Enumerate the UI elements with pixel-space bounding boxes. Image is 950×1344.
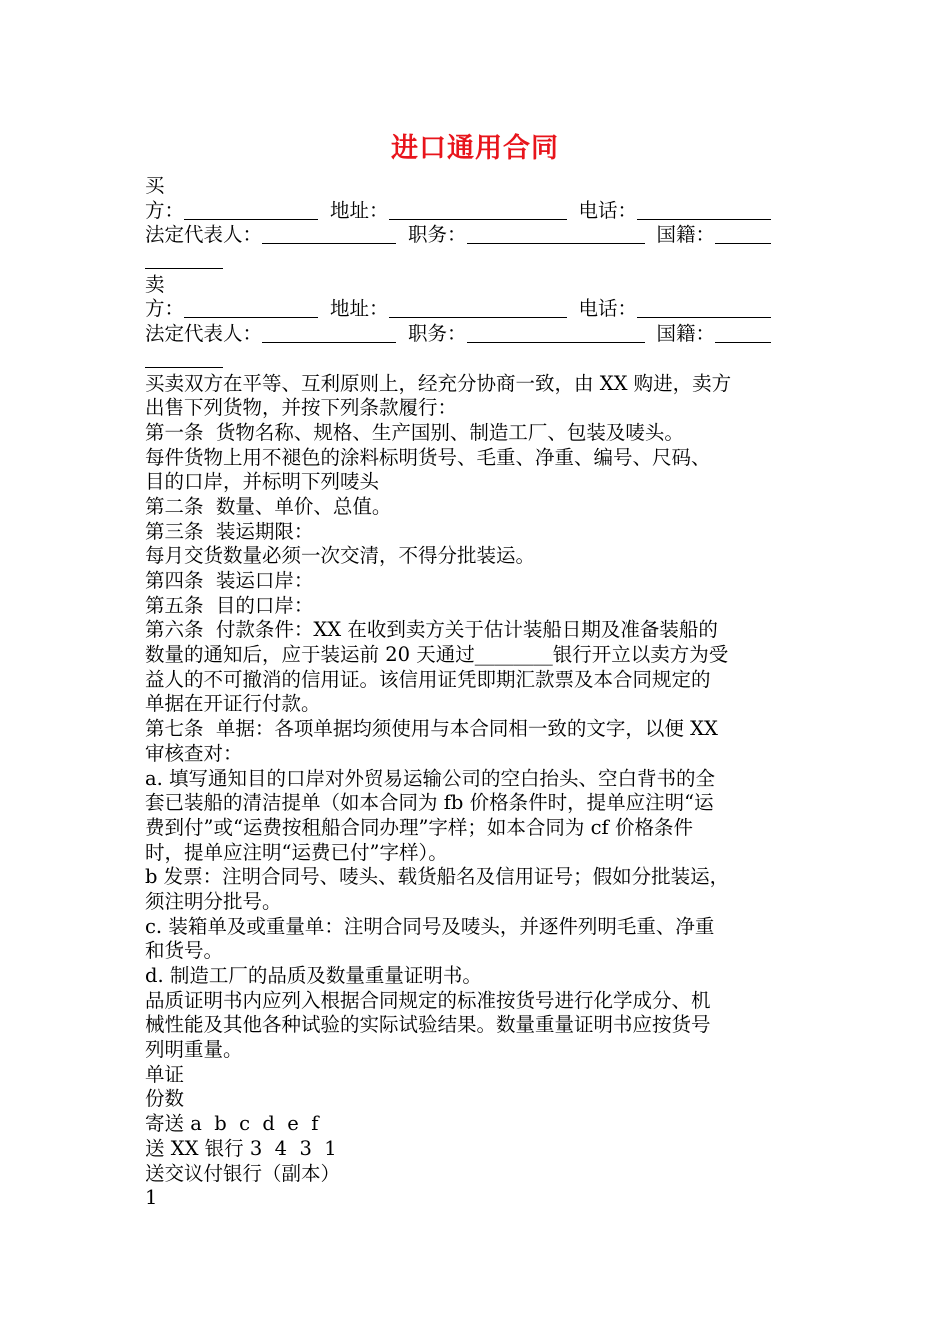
doc-table-line: 送 XX 银行 3 4 3 1 <box>145 1136 337 1160</box>
clause-7-heading: 第七条 单据：各项单据均须使用与本合同相一致的文字，以便 XX <box>145 717 718 741</box>
buyer-phone-blank <box>637 201 771 220</box>
document-title: 进口通用合同 <box>391 133 559 164</box>
paragraph-line: 数量的通知后，应于装运前 20 天通过________银行开立以卖方为受 <box>145 643 729 667</box>
paragraph-line: 列明重量。 <box>145 1038 243 1062</box>
seller-label-line <box>145 273 815 298</box>
paragraph-line: 审核查对： <box>145 741 243 765</box>
seller-rep-line <box>145 322 815 347</box>
paragraph-line: 目的口岸，并标明下列唛头 <box>145 470 380 494</box>
paragraph-line: 单据在开证行付款。 <box>145 692 321 716</box>
buyer-rep-line <box>145 223 815 248</box>
seller-rep-blank <box>262 324 396 343</box>
seller-phone-blank <box>637 299 771 318</box>
buyer-info-line <box>145 199 815 224</box>
doc-table-line: 寄送 a b c d e f <box>145 1112 319 1136</box>
paragraph-line: 买卖双方在平等、互利原则上，经充分协商一致，由 XX 购进，卖方 <box>145 371 732 395</box>
buyer-label-line <box>145 174 815 199</box>
document-body <box>145 174 815 1211</box>
buyer-name-blank <box>184 201 318 220</box>
contract-clauses <box>145 372 815 1211</box>
clause-4-heading: 第四条 装运口岸： <box>145 569 314 592</box>
paragraph-line: 每月交货数量必须一次交清，不得分批装运。 <box>145 544 536 568</box>
buyer-nationality-continuation <box>145 248 815 273</box>
buyer-nationality-blank-2 <box>145 250 223 269</box>
seller-name-blank <box>184 299 318 318</box>
paragraph-line: 益人的不可撤消的信用证。该信用证凭即期汇款票及本合同规定的 <box>145 667 711 691</box>
seller-nationality-blank-2 <box>145 349 223 368</box>
buyer-address-label: 地址： <box>330 198 389 222</box>
seller-label-char: 卖 <box>145 272 165 296</box>
paragraph-line: 须注明分批号。 <box>145 889 282 913</box>
item-b: b 发票：注明合同号、唛头、载货船名及信用证号；假如分批装运， <box>145 865 730 889</box>
seller-nationality-blank <box>715 324 771 343</box>
paragraph-line: 费到付”或“运费按租船合同办理”字样；如本合同为 cf 价格条件 <box>145 815 693 839</box>
paragraph-line: 械性能及其他各种试验的实际试验结果。数量重量证明书应按货号 <box>145 1013 711 1037</box>
buyer-rep-blank <box>262 225 396 244</box>
paragraph-line: 出售下列货物，并按下列条款履行： <box>145 396 458 420</box>
item-d: d. 制造工厂的品质及数量重量证明书。 <box>145 964 482 987</box>
seller-position-blank <box>467 324 645 343</box>
buyer-nationality-label: 国籍： <box>656 223 716 247</box>
clause-3-heading: 第三条 装运期限： <box>145 519 314 543</box>
seller-info-line <box>145 297 815 322</box>
item-a: a. 填写通知目的口岸对外贸易运输公司的空白抬头、空白背书的全 <box>145 766 716 790</box>
seller-nationality-label: 国籍： <box>656 322 716 346</box>
buyer-label: 方： <box>145 198 185 222</box>
page-number: 1 <box>145 1186 158 1210</box>
doc-table-line: 份数 <box>145 1087 185 1111</box>
buyer-phone-label: 电话： <box>578 198 638 222</box>
buyer-label-char: 买 <box>145 174 165 197</box>
buyer-rep-label: 法定代表人： <box>145 223 263 247</box>
clause-5-heading: 第五条 目的口岸： <box>145 593 314 617</box>
buyer-position-blank <box>467 225 645 244</box>
paragraph-line: 时，提单应注明“运费已付”字样）。 <box>145 840 448 864</box>
buyer-position-label: 职务： <box>408 223 467 247</box>
paragraph-line: 套已装船的清洁提单（如本合同为 fb 价格条件时，提单应注明“运 <box>145 791 714 815</box>
doc-table-line: 单证 <box>145 1062 185 1086</box>
seller-nationality-continuation <box>145 347 815 372</box>
seller-address-label: 地址： <box>330 297 389 321</box>
seller-position-label: 职务： <box>408 322 467 346</box>
seller-label: 方： <box>145 297 185 321</box>
seller-address-blank <box>389 299 567 318</box>
buyer-nationality-blank <box>715 225 771 244</box>
paragraph-line: 和货号。 <box>145 939 224 963</box>
paragraph-line: 每件货物上用不褪色的涂料标明货号、毛重、净重、编号、尺码、 <box>145 445 711 469</box>
item-c: c. 装箱单及或重量单：注明合同号及唛头，并逐件列明毛重、净重 <box>145 914 715 938</box>
clause-1-heading: 第一条 货物名称、规格、生产国别、制造工厂、包装及唛头。 <box>145 420 684 444</box>
seller-rep-label: 法定代表人： <box>145 322 263 346</box>
seller-phone-label: 电话： <box>578 297 638 321</box>
doc-table-line: 送交议付银行（副本） <box>145 1161 341 1185</box>
clause-2-heading: 第二条 数量、单价、总值。 <box>145 494 392 518</box>
clause-6-heading: 第六条 付款条件：XX 在收到卖方关于估计装船日期及准备装船的 <box>145 618 718 642</box>
buyer-address-blank <box>389 201 567 220</box>
paragraph-line: 品质证明书内应列入根据合同规定的标准按货号进行化学成分、机 <box>145 988 711 1012</box>
